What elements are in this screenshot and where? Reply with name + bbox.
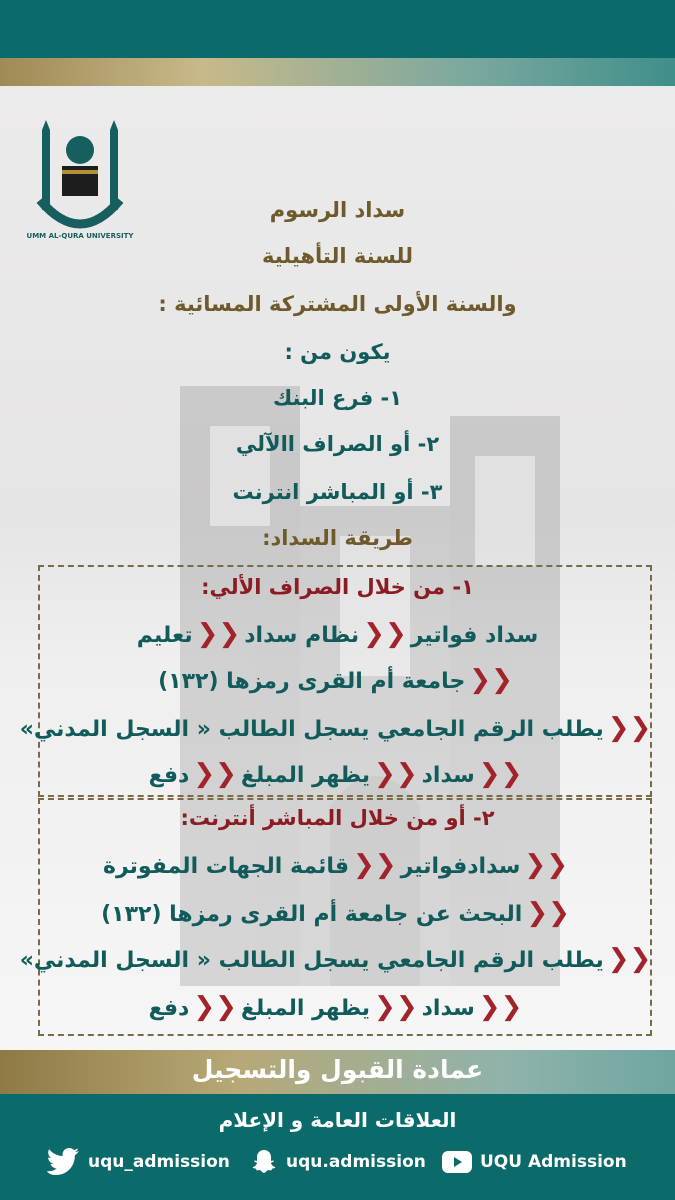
top-bar	[0, 0, 675, 58]
step-billers-list: قائمة الجهات المفوترة	[103, 854, 349, 879]
chevron-icon: ❮❮	[193, 759, 237, 789]
snapchat-handle: uqu.admission	[286, 1152, 426, 1172]
twitter-link[interactable]	[46, 1144, 230, 1180]
youtube-channel: UQU Admission	[480, 1152, 627, 1172]
step-pay-sadad: سداد	[421, 763, 475, 788]
chevron-icon: ❮❮	[469, 665, 513, 695]
online-heading: ٢- أو من خلال المباشر أنترنت:	[180, 806, 495, 830]
chevron-icon: ❮❮	[374, 759, 418, 789]
atm-step-row-4	[0, 759, 675, 789]
step-student-id: يطلب الرقم الجامعي يسجل الطالب	[218, 948, 604, 973]
step-bills: سداد فواتير	[410, 623, 539, 648]
deanship-title: عمادة القبول والتسجيل	[191, 1055, 484, 1084]
snapchat-icon	[250, 1148, 278, 1176]
line-first-year: والسنة الأولى المشتركة المسائية :	[158, 292, 517, 316]
online-step-row-1	[0, 850, 675, 880]
chevron-icon: ❮❮	[374, 992, 418, 1022]
top-gold-stripe	[0, 58, 675, 86]
step-amount-shown: يظهر المبلغ	[240, 996, 371, 1021]
chevron-icon: ❮❮	[607, 944, 652, 974]
snapchat-link[interactable]	[250, 1144, 426, 1180]
public-relations-title: العلاقات العامة و الإعلام	[218, 1108, 457, 1132]
step-amount-shown: يظهر المبلغ	[240, 763, 371, 788]
online-step-row-3	[0, 944, 675, 974]
chevron-icon: ❮❮	[196, 619, 241, 649]
online-step-row-4	[0, 992, 675, 1022]
payment-method-heading: طريقة السداد:	[262, 526, 413, 550]
step-pay-sadad: سداد	[421, 996, 475, 1021]
step-university-code: جامعة أم القرى رمزها (١٣٢)	[158, 669, 466, 694]
atm-step-row-3	[0, 713, 675, 743]
svg-text:UMM AL-QURA UNIVERSITY: UMM AL-QURA UNIVERSITY	[26, 232, 134, 240]
chevron-icon: ❮❮	[353, 850, 397, 880]
chevron-icon: ❮❮	[363, 619, 407, 649]
step-civil-record: « السجل المدني»	[19, 717, 211, 742]
twitter-handle: uqu_admission	[88, 1152, 230, 1172]
chevron-icon: ❮❮	[478, 992, 523, 1022]
chevron-icon: ❮❮	[193, 992, 237, 1022]
step-student-id: يطلب الرقم الجامعي يسجل الطالب	[218, 717, 604, 742]
youtube-icon	[442, 1151, 472, 1173]
chevron-icon: ❮❮	[478, 759, 523, 789]
youtube-link[interactable]	[442, 1144, 627, 1180]
atm-heading: ١- من خلال الصراف الألي:	[201, 575, 474, 599]
step-education: تعليم	[136, 623, 193, 648]
option-bank-branch: ١- فرع البنك	[272, 386, 403, 410]
step-sadad-system: نظام سداد	[244, 623, 360, 648]
line-via: يكون من :	[284, 340, 391, 364]
online-step-row-2	[0, 898, 675, 928]
title-fee-payment: سداد الرسوم	[269, 198, 406, 222]
step-search-university: البحث عن جامعة أم القرى رمزها (١٣٢)	[101, 902, 523, 927]
university-logo	[26, 120, 134, 250]
option-online: ٣- أو المباشر انترنت	[232, 480, 443, 504]
step-pay: دفع	[148, 763, 190, 788]
chevron-icon: ❮❮	[526, 898, 570, 928]
chevron-icon: ❮❮	[607, 713, 652, 743]
step-bills: سدادفواتير	[400, 854, 521, 879]
step-civil-record: « السجل المدني»	[19, 948, 211, 973]
atm-step-row-1	[0, 619, 675, 649]
atm-step-row-2	[0, 665, 675, 695]
line-prep-year: للسنة التأهيلية	[262, 244, 413, 268]
option-atm: ٢- أو الصراف االآلي	[235, 432, 440, 456]
chevron-icon: ❮❮	[524, 850, 568, 880]
twitter-icon	[46, 1148, 80, 1176]
step-pay: دفع	[148, 996, 190, 1021]
